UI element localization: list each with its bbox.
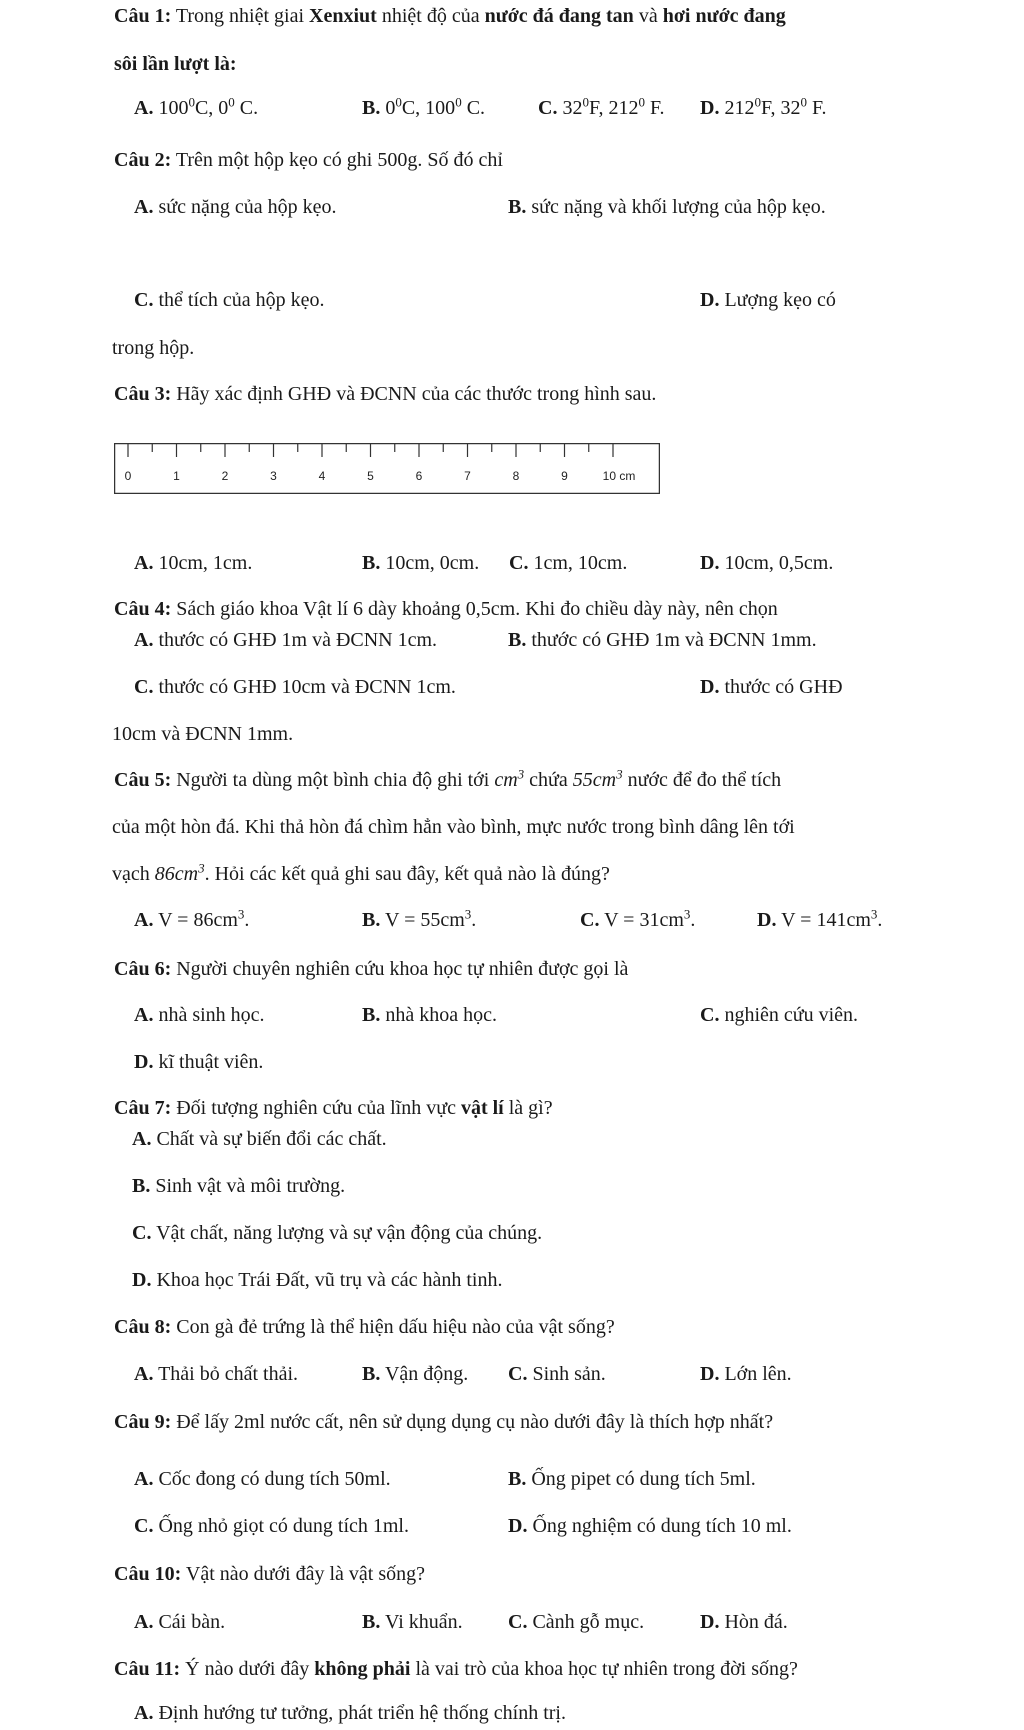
question-4-option-d[interactable]: D. thước có GHĐ xyxy=(700,676,843,698)
question-11-stem: Câu 11: Ý nào dưới đây không phải là vai trò của khoa học tự nhiên trong đời sống? xyxy=(114,1658,798,1680)
question-2-option-a[interactable]: A. sức nặng của hộp kẹo. xyxy=(134,196,337,218)
ruler-label: 4 xyxy=(318,469,326,483)
question-11-label: Câu 11: xyxy=(114,1658,181,1680)
question-3-option-c[interactable]: C. 1cm, 10cm. xyxy=(509,552,628,574)
question-9-option-a[interactable]: A. Cốc đong có dung tích 50ml. xyxy=(134,1468,391,1490)
question-3-option-b[interactable]: B. 10cm, 0cm. xyxy=(362,552,480,574)
question-10-label: Câu 10: xyxy=(114,1563,182,1585)
question-4-option-b[interactable]: B. thước có GHĐ 1m và ĐCNN 1mm. xyxy=(508,629,817,651)
question-6-stem: Câu 6: Người chuyên nghiên cứu khoa học tự nhiên được gọi là xyxy=(114,958,629,980)
question-8-option-c[interactable]: C. Sinh sản. xyxy=(508,1363,606,1385)
ruler-label: 8 xyxy=(512,469,520,483)
question-7-stem: Câu 7: Đối tượng nghiên cứu của lĩnh vực vật lí là gì? xyxy=(114,1097,553,1119)
question-2-option-c[interactable]: C. thể tích của hộp kẹo. xyxy=(134,289,325,311)
question-8-option-d[interactable]: D. Lớn lên. xyxy=(700,1363,792,1385)
question-8-label: Câu 8: xyxy=(114,1316,172,1338)
question-1-option-d[interactable]: D. $212^0F$, $32^0$ F. xyxy=(700,94,827,119)
question-7-option-b[interactable]: B. Sinh vật và môi trường. xyxy=(132,1175,346,1197)
question-4-label: Câu 4: xyxy=(114,598,172,620)
question-5-option-b[interactable]: B. $V = 55cm^3$. xyxy=(362,906,477,931)
question-5-stem-line-2: của một hòn đá. Khi thả hòn đá chìm hẳn vào bình, mực nước trong bình dâng lên tới xyxy=(112,816,795,838)
question-6-option-b[interactable]: B. nhà khoa học. xyxy=(362,1004,497,1026)
question-5-option-d[interactable]: D. $V = 141cm^3$. xyxy=(757,906,883,931)
ruler-label: 2 xyxy=(221,469,229,483)
question-3-option-d[interactable]: D. 10cm, 0,5cm. xyxy=(700,552,834,574)
question-1-option-b[interactable]: B. $0^0C$, $100^0$ C. xyxy=(362,94,486,119)
question-9-option-d[interactable]: D. Ống nghiệm có dung tích 10 ml. xyxy=(508,1515,792,1537)
question-1-label: Câu 1: xyxy=(114,5,172,27)
question-10-option-a[interactable]: A. Cái bàn. xyxy=(134,1611,226,1633)
question-1-stem-cont: sôi lần lượt là: xyxy=(114,53,237,75)
question-2-stem: Câu 2: Trên một hộp kẹo có ghi 500g. Số đó chỉ xyxy=(114,149,503,171)
question-5-stem-line-3: vạch $86cm^3$. Hỏi các kết quả ghi sau đây, kết quả nào là đúng? xyxy=(112,860,610,885)
question-7-option-c[interactable]: C. Vật chất, năng lượng và sự vận động của chúng. xyxy=(132,1222,543,1244)
ruler-figure xyxy=(114,443,660,494)
question-4-option-c[interactable]: C. thước có GHĐ 10cm và ĐCNN 1cm. xyxy=(134,676,456,698)
question-9-stem: Câu 9: Để lấy 2ml nước cất, nên sử dụng dụng cụ nào dưới đây là thích hợp nhất? xyxy=(114,1411,774,1433)
question-2-label: Câu 2: xyxy=(114,149,172,171)
question-10-option-d[interactable]: D. Hòn đá. xyxy=(700,1611,788,1633)
question-6-option-a[interactable]: A. nhà sinh học. xyxy=(134,1004,265,1026)
question-5-option-a[interactable]: A. $V = 86cm^3$. xyxy=(134,906,250,931)
question-8-option-a[interactable]: A. Thải bỏ chất thải. xyxy=(134,1363,299,1385)
question-6-option-d[interactable]: D. kĩ thuật viên. xyxy=(134,1051,264,1073)
question-6-label: Câu 6: xyxy=(114,958,172,980)
question-2-option-d-cont: trong hộp. xyxy=(112,337,195,359)
question-5-stem: Câu 5: Người ta dùng một bình chia độ ghi tới $cm^3$ chứa $55cm^3$ nước để đo thể tích xyxy=(114,766,782,791)
question-7-option-a[interactable]: A. Chất và sự biến đổi các chất. xyxy=(132,1128,387,1150)
ruler-label: 1 xyxy=(173,469,180,483)
question-10-stem: Câu 10: Vật nào dưới đây là vật sống? xyxy=(114,1563,426,1585)
question-8-stem: Câu 8: Con gà đẻ trứng là thể hiện dấu hiệu nào của vật sống? xyxy=(114,1316,615,1338)
question-3-label: Câu 3: xyxy=(114,383,172,405)
question-11-option-a[interactable]: A. Định hướng tư tưởng, phát triển hệ thống chính trị. xyxy=(134,1702,566,1724)
question-1-option-c[interactable]: C. $32^0F$, $212^0$ F. xyxy=(538,94,665,119)
ruler-label: 3 xyxy=(270,469,277,483)
ruler-label: 7 xyxy=(464,469,471,483)
question-3-option-a[interactable]: A. 10cm, 1cm. xyxy=(134,552,253,574)
question-10-option-b[interactable]: B. Vi khuẩn. xyxy=(362,1611,463,1633)
ruler-label: 6 xyxy=(415,469,423,483)
question-7-option-d[interactable]: D. Khoa học Trái Đất, vũ trụ và các hành tinh. xyxy=(132,1269,503,1291)
ruler-label: 0 xyxy=(124,469,132,483)
question-4-stem: Câu 4: Sách giáo khoa Vật lí 6 dày khoảng 0,5cm. Khi đo chiều dày này, nên chọn xyxy=(114,598,778,620)
question-2-option-b[interactable]: B. sức nặng và khối lượng của hộp kẹo. xyxy=(508,196,826,218)
question-7-label: Câu 7: xyxy=(114,1097,172,1119)
question-3-stem: Câu 3: Hãy xác định GHĐ và ĐCNN của các thước trong hình sau. xyxy=(114,383,657,405)
question-1-option-a[interactable]: A. $100^0C$, $0^0$ C. xyxy=(134,94,259,119)
question-5-option-c[interactable]: C. $V = 31cm^3$. xyxy=(580,906,696,931)
ruler-label: 5 xyxy=(367,469,374,483)
ruler-border xyxy=(115,444,660,494)
question-9-option-c[interactable]: C. Ống nhỏ giọt có dung tích 1ml. xyxy=(134,1515,409,1537)
question-2-option-d[interactable]: D. Lượng kẹo có xyxy=(700,289,836,311)
question-5-label: Câu 5: xyxy=(114,769,172,791)
question-4-option-a[interactable]: A. thước có GHĐ 1m và ĐCNN 1cm. xyxy=(134,629,438,651)
question-6-option-c[interactable]: C. nghiên cứu viên. xyxy=(700,1004,859,1026)
ruler-label: 10 cm xyxy=(602,469,636,483)
ruler-label: 9 xyxy=(561,469,568,483)
question-1-stem: Câu 1: Trong nhiệt giai Xenxiut nhiệt độ của nước đá đang tan và hơi nước đang xyxy=(114,5,786,27)
question-8-option-b[interactable]: B. Vận động. xyxy=(362,1363,469,1385)
question-9-option-b[interactable]: B. Ống pipet có dung tích 5ml. xyxy=(508,1468,756,1490)
question-9-label: Câu 9: xyxy=(114,1411,172,1433)
question-10-option-c[interactable]: C. Cành gỗ mục. xyxy=(508,1611,645,1633)
question-4-option-d-cont: 10cm và ĐCNN 1mm. xyxy=(112,723,294,745)
